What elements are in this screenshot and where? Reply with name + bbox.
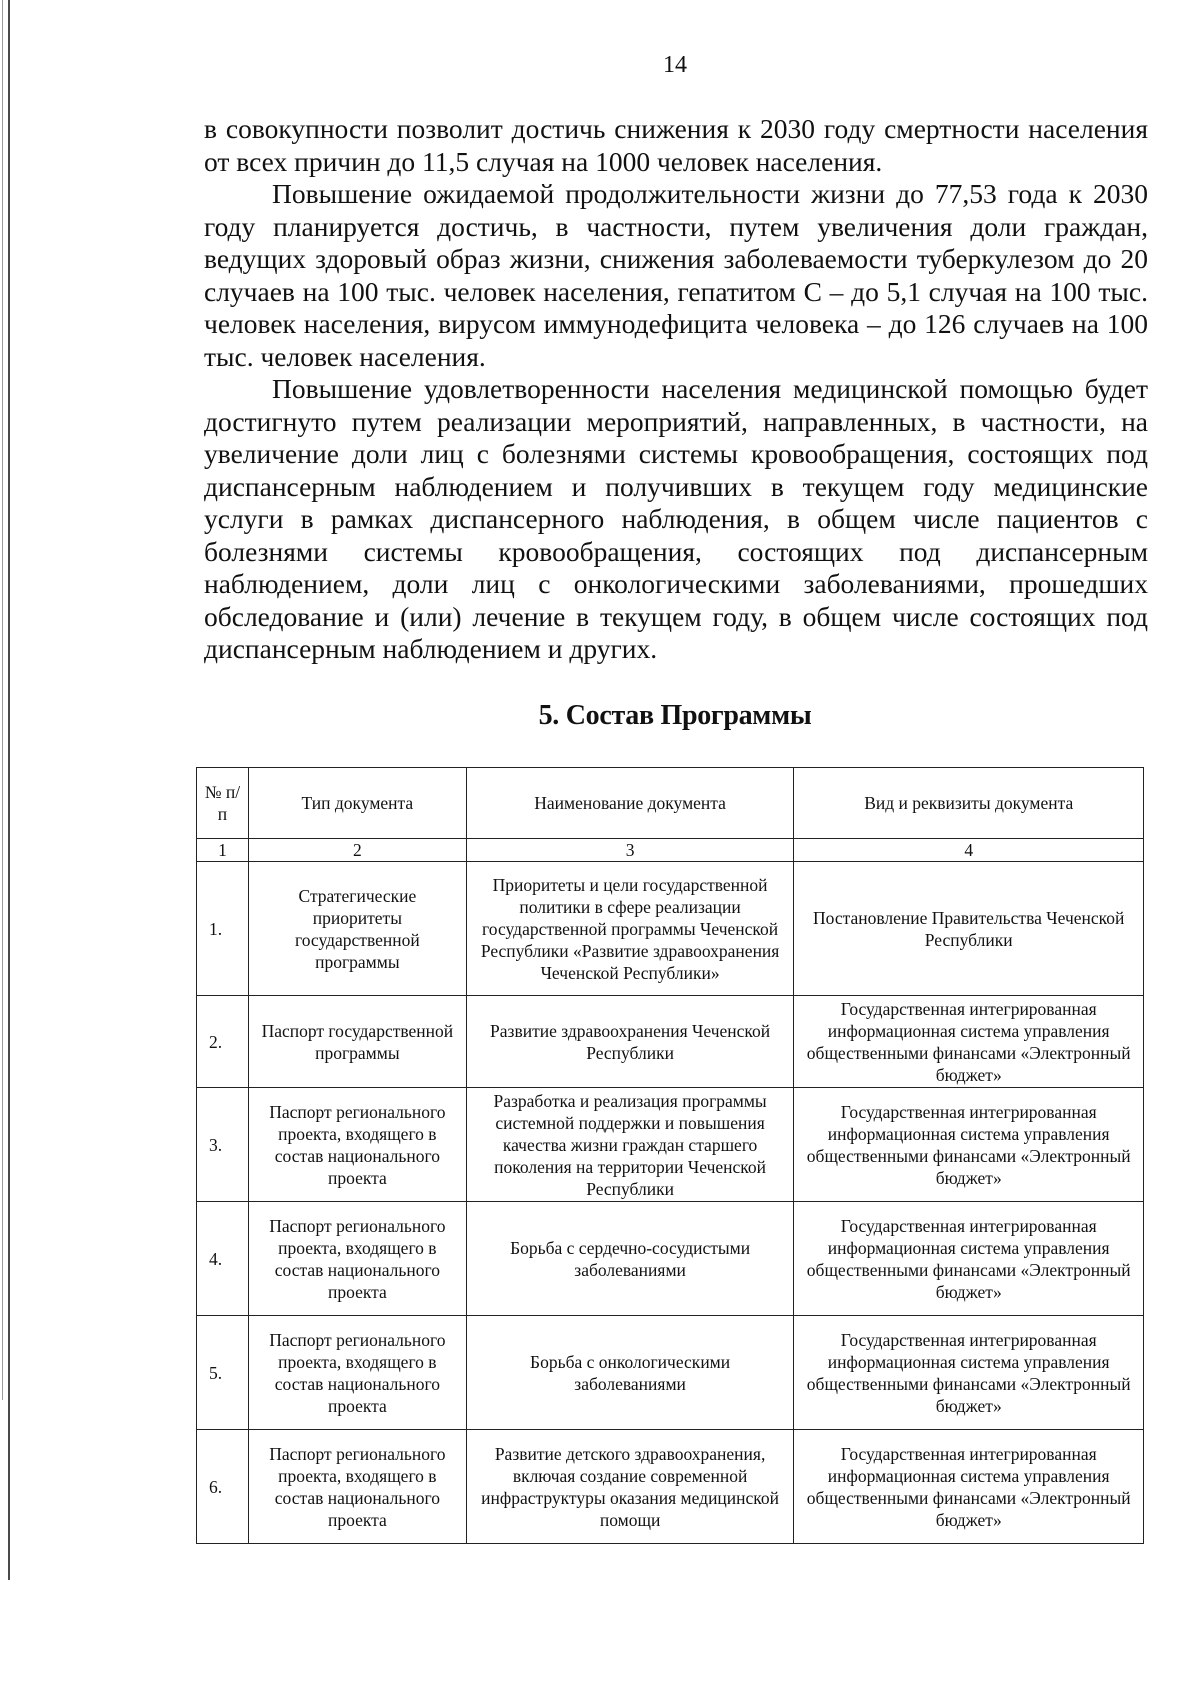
row-type: Паспорт регионального проекта, входящего в состав национального проекта [248,1202,466,1316]
column-number: 1 [197,839,249,862]
row-num: 3. [197,1088,249,1202]
table-row [197,1316,1144,1430]
row-num: 2. [197,996,249,1088]
body-text [204,113,1148,666]
row-name: Приоритеты и цели государственной политики в сфере реализации государственной программы Чеченской Республики «Развитие здравоохранения Чеченской Республики» [466,862,794,996]
paragraph-continuation: в совокупности позволит достичь снижения к 2030 году смертности населения от всех причин до 11,5 случая на 1000 человек населения. [204,113,1148,177]
column-number: 2 [248,839,466,862]
scan-edge-line [8,0,10,1580]
column-number: 3 [466,839,794,862]
table-row [197,862,1144,996]
table-row [197,1430,1144,1544]
column-number: 4 [794,839,1144,862]
header-num: № п/п [197,768,249,839]
row-name: Борьба с онкологическими заболеваниями [466,1316,794,1430]
column-numbering-row [197,839,1144,862]
row-name: Развитие детского здравоохранения, включая создание современной инфраструктуры оказания медицинской помощи [466,1430,794,1544]
row-name: Развитие здравоохранения Чеченской Республики [466,996,794,1088]
row-name: Борьба с сердечно-сосудистыми заболеваниями [466,1202,794,1316]
row-details: Государственная интегрированная информационная система управления общественными финансами «Электронный бюджет» [794,1202,1144,1316]
row-num: 5. [197,1316,249,1430]
row-name: Разработка и реализация программы системной поддержки и повышения качества жизни граждан старшего поколения на территории Чеченской Республики [466,1088,794,1202]
section-title: 5. Состав Программы [538,700,812,731]
row-details: Государственная интегрированная информационная система управления общественными финансами «Электронный бюджет» [794,1430,1144,1544]
row-num: 4. [197,1202,249,1316]
program-composition-table [196,767,1144,1544]
header-details: Вид и реквизиты документа [794,768,1144,839]
row-type: Паспорт регионального проекта, входящего в состав национального проекта [248,1088,466,1202]
table-row [197,996,1144,1088]
row-type: Стратегические приоритеты государственной программы [248,862,466,996]
row-num: 6. [197,1430,249,1544]
page-number: 14 [663,52,687,78]
table-row [197,1088,1144,1202]
table-row [197,1202,1144,1316]
row-details: Государственная интегрированная информационная система управления общественными финансами «Электронный бюджет» [794,996,1144,1088]
row-details: Государственная интегрированная информационная система управления общественными финансами «Электронный бюджет» [794,1316,1144,1430]
row-type: Паспорт регионального проекта, входящего в состав национального проекта [248,1430,466,1544]
row-details: Государственная интегрированная информационная система управления общественными финансами «Электронный бюджет» [794,1088,1144,1202]
row-type: Паспорт государственной программы [248,996,466,1088]
table-header-row [197,768,1144,839]
paragraph-life-expectancy: Повышение ожидаемой продолжительности жизни до 77,53 года к 2030 году планируется достичь, в частности, путем увеличения доли граждан, ведущих здоровый образ жизни, снижения заболеваемости туберкулезом до 20 случаев на 100 тыс. человек населения, гепатитом С – до 5,1 случая на 100 тыс. человек населения, вирусом иммунодефицита человека – до 126 случаев на 100 тыс. человек населения. [204,178,1148,372]
row-details: Постановление Правительства Чеченской Республики [794,862,1144,996]
row-num: 1. [197,862,249,996]
header-type: Тип документа [248,768,466,839]
header-name: Наименование документа [466,768,794,839]
paragraph-satisfaction: Повышение удовлетворенности населения медицинской помощью будет достигнуто путем реализации мероприятий, направленных, в частности, на увеличение доли лиц с болезнями системы кровообращения, состоящих под диспансерным наблюдением и получивших в текущем году медицинские услуги в рамках диспансерного наблюдения, в общем числе пациентов с болезнями системы кровообращения, состоящих под диспансерным наблюдением, доли лиц с онкологическими заболеваниями, прошедших обследование и (или) лечение в текущем году, в общем числе состоящих под диспансерным наблюдением и других. [204,373,1148,664]
row-type: Паспорт регионального проекта, входящего в состав национального проекта [248,1316,466,1430]
